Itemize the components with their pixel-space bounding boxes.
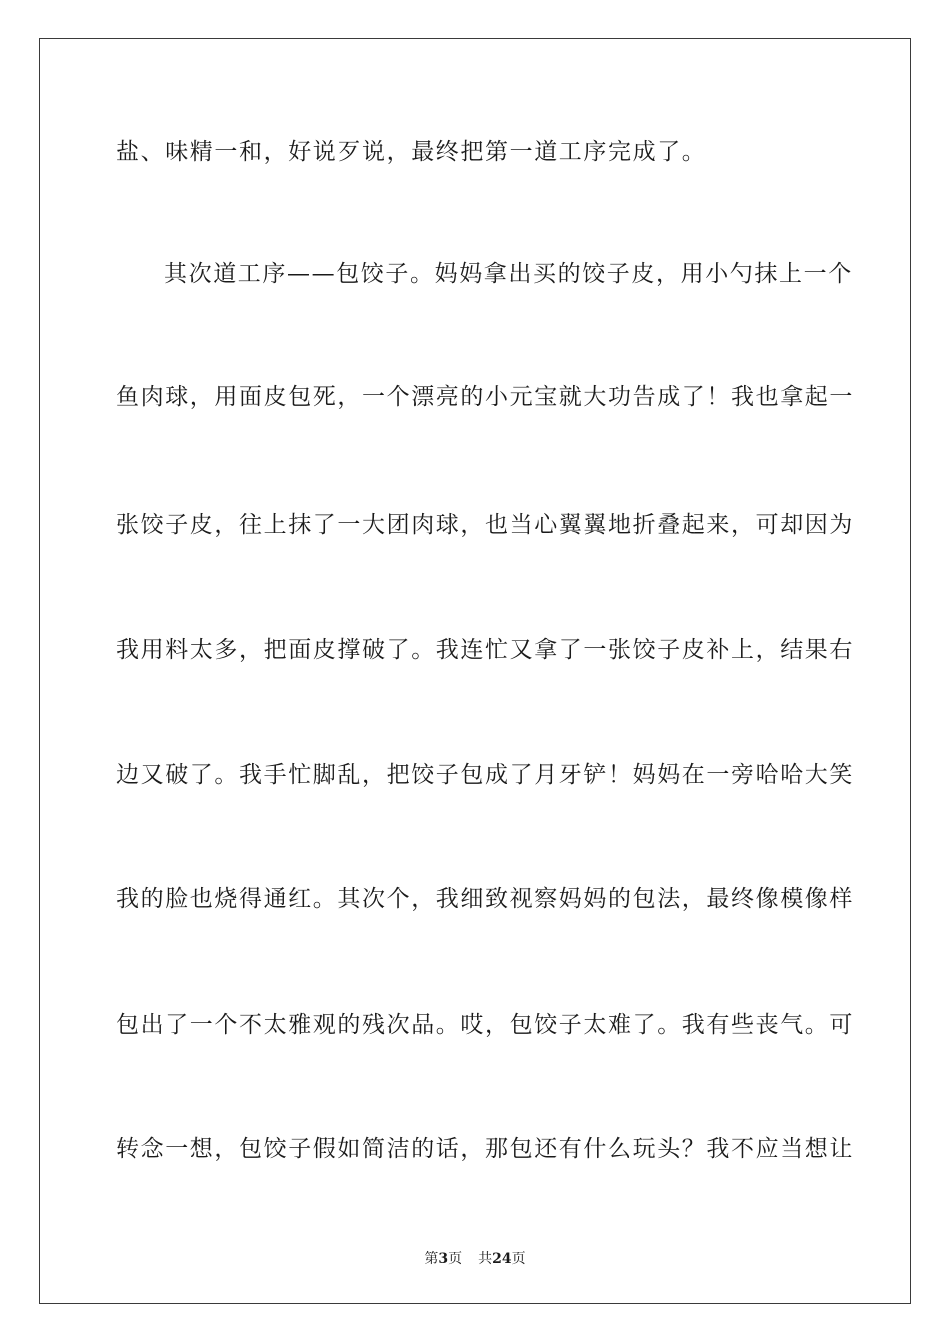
page-number: 3 [438, 1251, 449, 1267]
page-prefix: 第 [424, 1251, 439, 1267]
page-suffix: 页 [448, 1251, 463, 1267]
page-footer [0, 1248, 950, 1268]
text-line-3: 鱼肉球，用面皮包死，一个漂亮的小元宝就大功告成了！我也拿起一 [116, 384, 854, 410]
total-pages: 24 [492, 1251, 512, 1267]
page-border [39, 38, 911, 1304]
text-line-4: 张饺子皮，往上抹了一大团肉球，也当心翼翼地折叠起来，可却因为 [116, 512, 854, 538]
text-line-6: 边又破了。我手忙脚乱，把饺子包成了月牙铲！妈妈在一旁哈哈大笑 [116, 762, 854, 788]
text-line-9: 转念一想，包饺子假如简洁的话，那包还有什么玩头？我不应当想让 [116, 1136, 854, 1162]
text-line-7: 我的脸也烧得通红。其次个，我细致视察妈妈的包法，最终像模像样 [116, 886, 854, 912]
text-line-5: 我用料太多，把面皮撑破了。我连忙又拿了一张饺子皮补上，结果右 [116, 637, 854, 663]
text-line-2: 其次道工序——包饺子。妈妈拿出买的饺子皮，用小勺抹上一个 [164, 261, 853, 287]
total-prefix: 共 [478, 1251, 493, 1267]
text-line-1: 盐、味精一和，好说歹说，最终把第一道工序完成了。 [116, 139, 707, 165]
text-line-8: 包出了一个不太雅观的残次品。哎，包饺子太难了。我有些丧气。可 [116, 1012, 854, 1038]
total-suffix: 页 [511, 1251, 526, 1267]
